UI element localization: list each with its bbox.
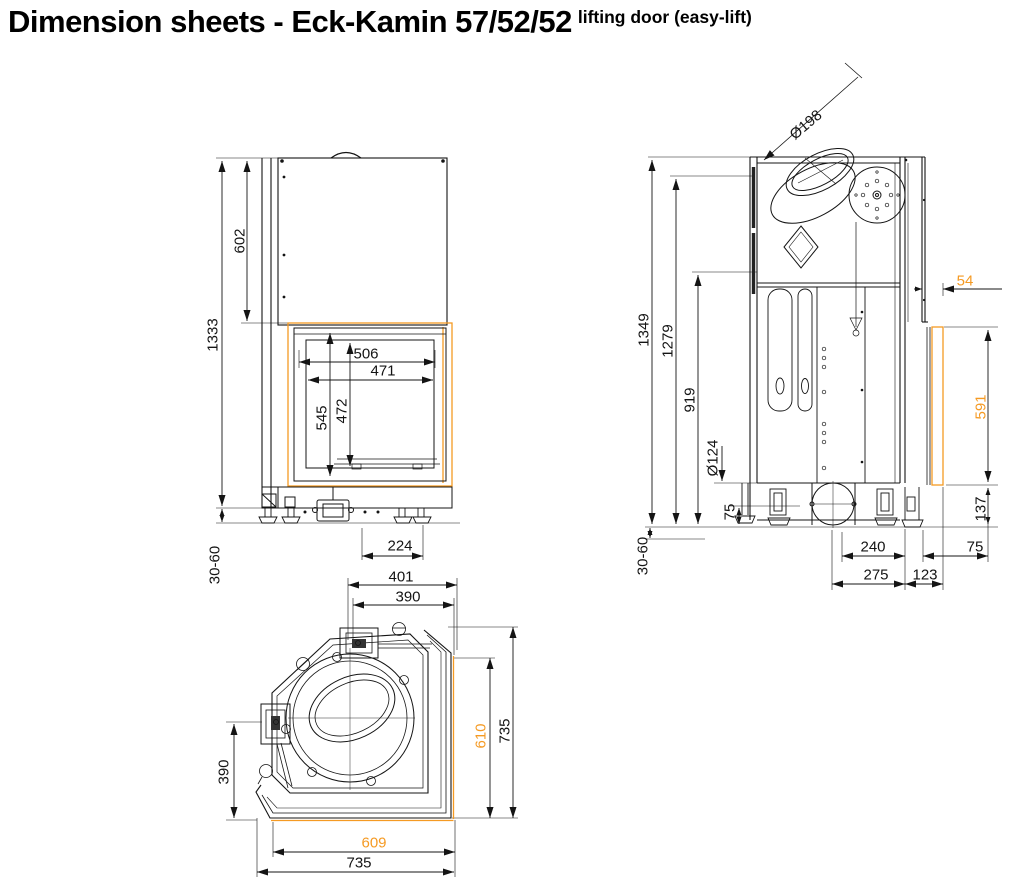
dim-plan-glass-depth: 610 bbox=[472, 723, 490, 749]
dim-side-flue-diameter: Ø198 bbox=[786, 106, 826, 144]
dim-side-base-depth: 240 bbox=[860, 538, 886, 556]
dim-side-wall-offset: 75 bbox=[966, 538, 984, 556]
dim-side-top-offset: 54 bbox=[956, 272, 974, 290]
dim-side-floor-clearance: 30-60 bbox=[634, 536, 652, 576]
dim-plan-side-depth: 390 bbox=[215, 759, 233, 785]
dim-side-glass-bottom-height: 137 bbox=[972, 496, 990, 522]
dim-plan-glass-width: 609 bbox=[361, 834, 387, 852]
dim-side-flue-height: 1279 bbox=[659, 324, 677, 358]
dim-side-frame-depth: 275 bbox=[863, 566, 889, 584]
dim-side-air-inlet-height: 75 bbox=[721, 503, 739, 521]
front-view-drawing bbox=[216, 153, 460, 561]
dim-front-total-height: 1333 bbox=[204, 318, 222, 352]
dim-front-floor-clearance: 30-60 bbox=[206, 545, 224, 585]
dim-front-glass-height-outer: 545 bbox=[313, 405, 331, 431]
dim-front-glass-width-inner: 471 bbox=[370, 362, 396, 380]
dim-side-air-inlet-diameter: Ø124 bbox=[704, 439, 722, 477]
page-title-suffix: lifting door (easy-lift) bbox=[577, 7, 752, 27]
page-title-main: Dimension sheets - Eck-Kamin 57/52/52 bbox=[8, 4, 572, 39]
dim-plan-total-depth: 735 bbox=[496, 718, 514, 744]
dim-side-rear-depth: 123 bbox=[912, 566, 938, 584]
dim-side-glass-height: 591 bbox=[972, 394, 990, 420]
dim-front-hood-height: 602 bbox=[231, 228, 249, 254]
dim-front-glass-height-inner: 472 bbox=[333, 398, 351, 424]
dim-front-base-offset: 224 bbox=[387, 537, 413, 555]
dim-side-total-height: 1349 bbox=[635, 313, 653, 347]
dim-front-glass-width-outer: 506 bbox=[353, 345, 379, 363]
dim-side-body-height: 919 bbox=[681, 387, 699, 413]
dim-plan-total-width: 735 bbox=[346, 854, 372, 872]
dim-plan-frame-width: 401 bbox=[388, 568, 414, 586]
dim-plan-body-width: 390 bbox=[395, 588, 421, 606]
side-view-drawing bbox=[645, 63, 1002, 590]
